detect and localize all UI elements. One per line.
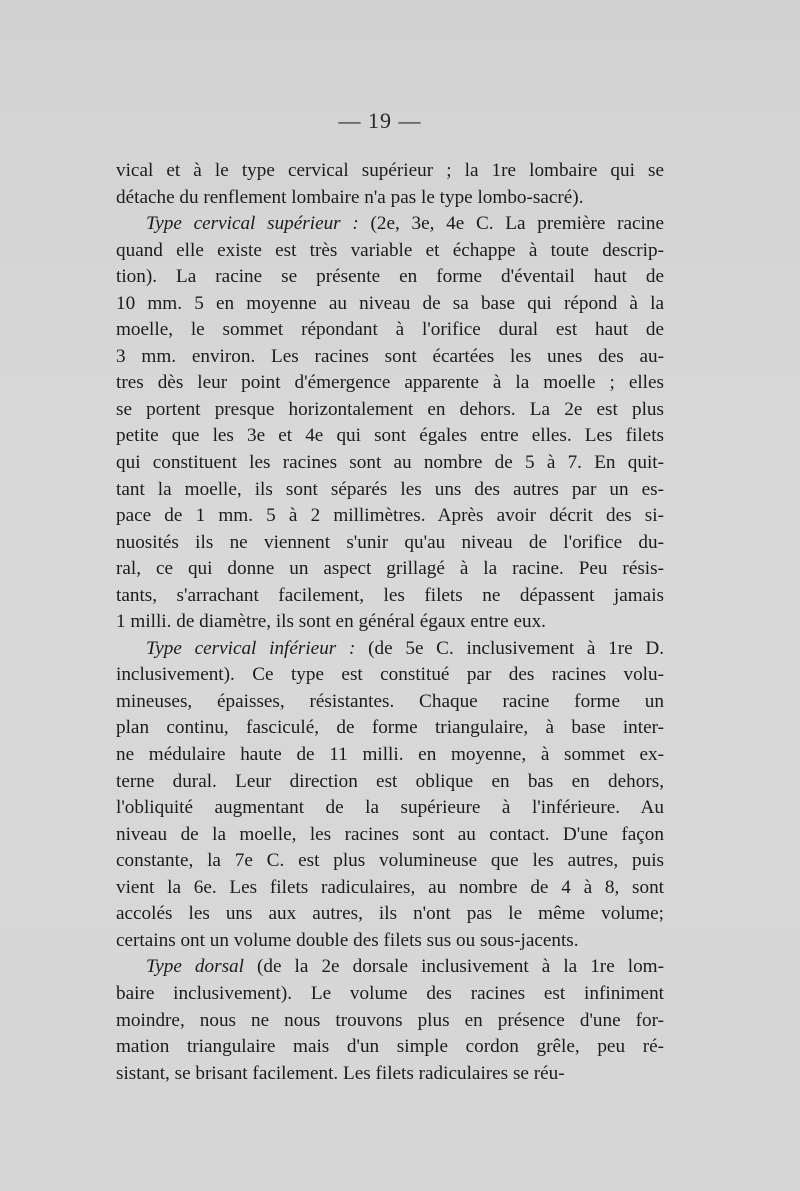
section-heading: Type cervical inférieur : [146,637,356,659]
section-heading: Type cervical supérieur : [146,213,359,235]
text-line [116,423,664,450]
line-text: vical et à le type cervical supérieur ; la 1re lombaire qui se [116,160,664,181]
body-text [116,158,664,1087]
text-line [116,477,664,504]
page-number: — 19 — [338,108,422,133]
text-line [116,715,664,742]
text-line [116,609,664,636]
text-line [116,875,664,902]
text-line [116,317,664,344]
line-text: 1 milli. de diamètre, ils sont en général égaux entre eux. [116,611,546,633]
text-line [116,981,664,1008]
line-text: inclusivement). Ce type est constitué par des racines volu- [116,664,664,686]
line-text: moelle, le sommet répondant à l'orifice dural est haut de [116,319,664,341]
text-line [116,636,664,663]
text-line [116,264,664,291]
line-text: (2e, 3e, 4e C. La première racine [358,213,664,235]
text-line [116,822,664,849]
line-text: vient la 6e. Les filets radiculaires, au nombre de 4 à 8, sont [116,876,664,898]
line-text: l'obliquité augmentant de la supérieure à l'inférieure. Au [116,797,664,819]
line-text: tion). La racine se présente en forme d'éventail haut de [116,266,664,288]
line-text: mation triangulaire mais d'un simple cordon grêle, peu ré- [116,1036,664,1058]
text-line [116,185,664,212]
text-line [116,397,664,424]
text-line [116,928,664,955]
line-text: tres dès leur point d'émergence apparente à la moelle ; elles [116,372,664,394]
line-text: nuosités ils ne viennent s'unir qu'au niveau de l'orifice du- [116,531,664,553]
text-line [116,530,664,557]
line-text: (de 5e C. inclusivement à 1re D. [355,637,665,659]
text-line [116,158,664,185]
text-line [116,238,664,265]
text-line [116,1034,664,1061]
line-text: ne médulaire haute de 11 milli. en moyenne, à sommet ex- [116,744,664,766]
text-line [116,450,664,477]
text-line [116,848,664,875]
line-text: se portent presque horizontalement en dehors. La 2e est plus [116,398,664,420]
line-text: qui constituent les racines sont au nombre de 5 à 7. En quit- [116,452,664,474]
line-text: plan continu, fasciculé, de forme triangulaire, à base inter- [116,717,664,739]
line-text: pace de 1 mm. 5 à 2 millimètres. Après avoir décrit des si- [116,505,664,527]
line-text: tants, s'arrachant facilement, les filets ne dépassent jamais [116,584,664,606]
text-line [116,211,664,238]
text-line [116,662,664,689]
line-text: tant la moelle, ils sont séparés les uns des autres par un es- [116,478,664,500]
line-text: certains ont un volume double des filets sus ou sous-jacents. [116,929,579,951]
text-line [116,769,664,796]
section-heading: Type dorsal [146,956,244,978]
text-line [116,795,664,822]
line-text: petite que les 3e et 4e qui sont égales entre elles. Les filets [116,425,664,447]
line-text: niveau de la moelle, les racines sont au contact. D'une façon [116,823,664,845]
line-text: (de la 2e dorsale inclusivement à la 1re lom- [243,956,664,978]
text-line [116,954,664,981]
text-line [116,583,664,610]
line-text: accolés les uns aux autres, ils n'ont pas le même volume; [116,903,664,925]
text-line [116,1061,664,1088]
text-line [116,344,664,371]
line-text: mineuses, épaisses, résistantes. Chaque racine forme un [116,690,664,712]
text-line [116,742,664,769]
text-line [116,1008,664,1035]
line-text: 10 mm. 5 en moyenne au niveau de sa base qui répond à la [116,292,664,314]
line-text: quand elle existe est très variable et échappe à toute descrip- [116,239,664,261]
line-text: baire inclusivement). Le volume des racines est infiniment [116,982,664,1004]
line-text: 3 mm. environ. Les racines sont écartées les unes des au- [116,345,664,367]
line-text: terne dural. Leur direction est oblique en bas en dehors, [116,770,664,792]
text-line [116,689,664,716]
text-line [116,291,664,318]
text-line [116,370,664,397]
line-text: ral, ce qui donne un aspect grillagé à la racine. Peu résis- [116,558,664,580]
line-text: sistant, se brisant facilement. Les filets radiculaires se réu- [116,1062,565,1084]
line-text: moindre, nous ne nous trouvons plus en présence d'une for- [116,1009,664,1031]
line-text: constante, la 7e C. est plus volumineuse que les autres, puis [116,850,664,872]
text-line [116,556,664,583]
text-line [116,503,664,530]
line-text: détache du renflement lombaire n'a pas le type lombo-sacré). [116,186,584,208]
text-line [116,901,664,928]
